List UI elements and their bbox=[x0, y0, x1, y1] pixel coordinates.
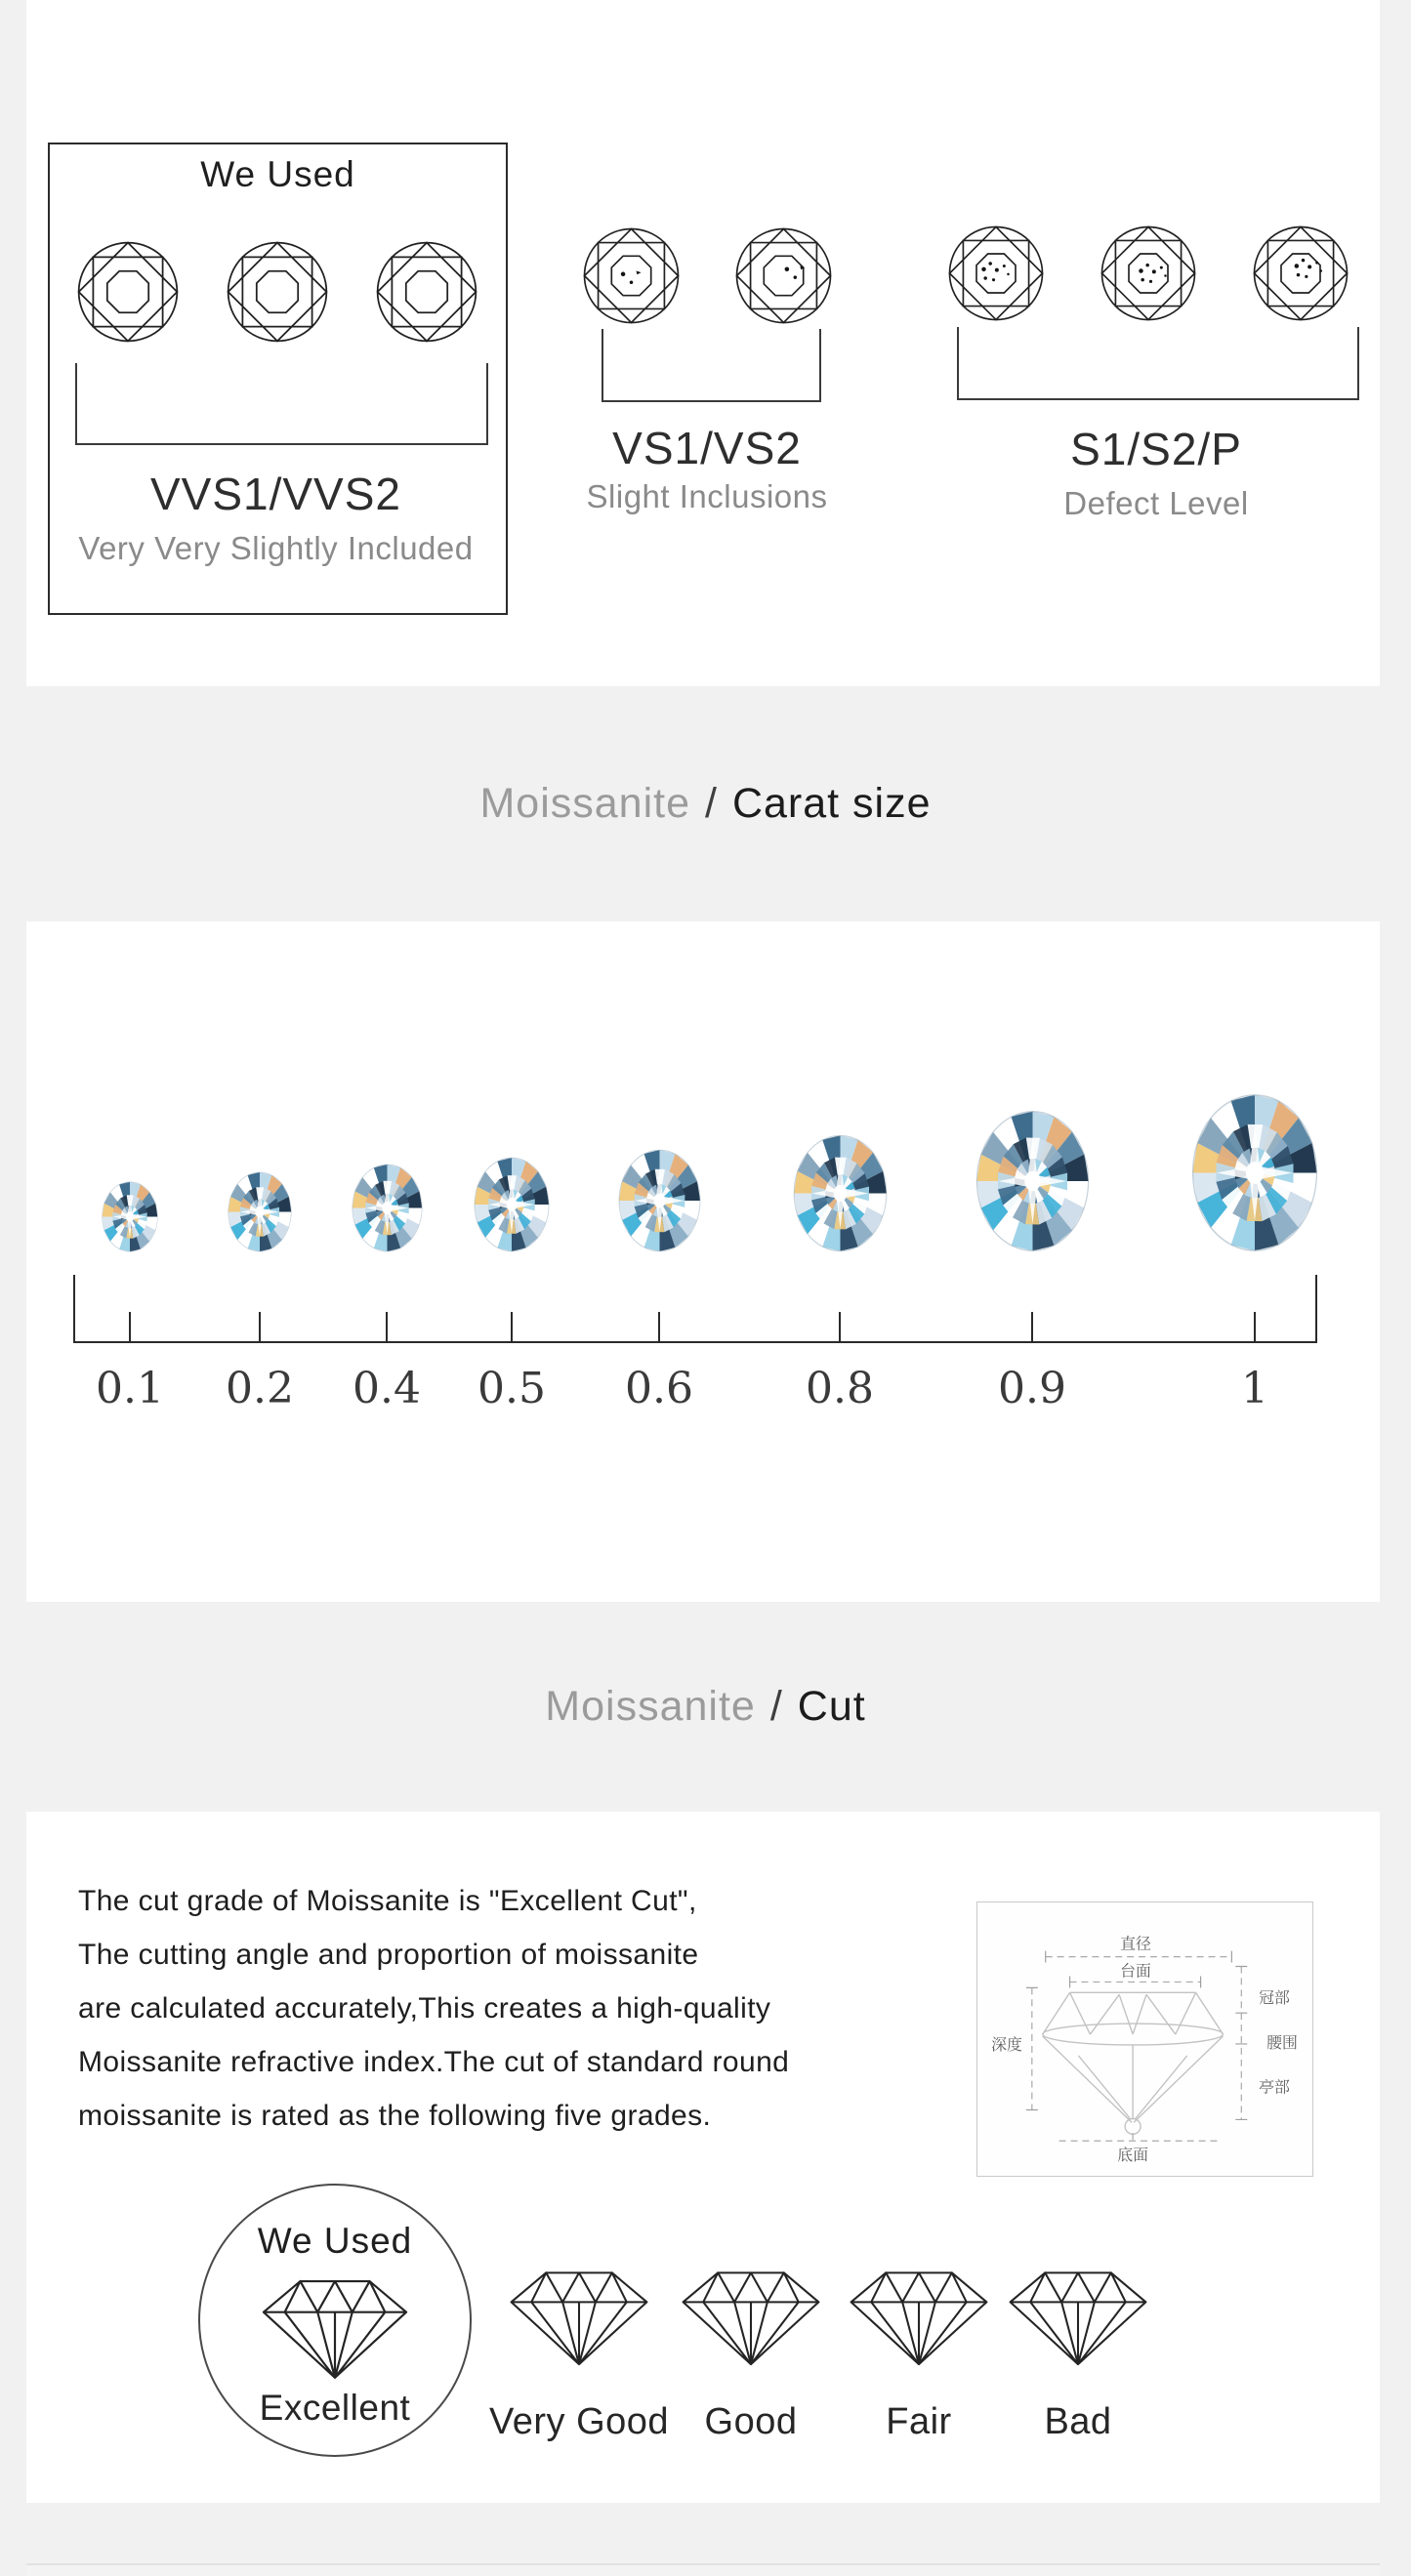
clarity-section bbox=[0, 0, 1411, 686]
label-crown: 冠部 bbox=[1259, 1990, 1290, 2008]
vvs-description: Very Very Slightly Included bbox=[78, 530, 474, 566]
heading-category: Moissanite bbox=[479, 780, 690, 827]
si-stone-row bbox=[947, 225, 1349, 322]
vvs-grade-label: VVS1/VVS2 bbox=[149, 469, 402, 519]
moissanite-stone-0.9 bbox=[975, 1110, 1090, 1252]
gem-top-defects-icon bbox=[947, 225, 1045, 322]
left-gutter bbox=[0, 0, 26, 2576]
we-used-cut-circle bbox=[198, 2184, 472, 2457]
vs-bracket bbox=[602, 329, 821, 402]
ruler-tick bbox=[658, 1312, 660, 1341]
gem-side-icon bbox=[506, 2262, 652, 2367]
cut-grade-label: Excellent bbox=[259, 2388, 411, 2428]
cut-grade-label: Very Good bbox=[488, 2401, 670, 2442]
diamond-profile-sketch bbox=[1043, 1992, 1224, 2134]
paragraph-line: Moissanite refractive index.The cut of standard round bbox=[78, 2046, 790, 2078]
cut-card bbox=[0, 1812, 1411, 2503]
ruler-tick bbox=[259, 1312, 261, 1341]
heading-topic: Cut bbox=[797, 1683, 866, 1730]
cut-grade-good bbox=[653, 2262, 849, 2443]
si-bracket bbox=[957, 327, 1359, 400]
carat-value-label: 0.9 bbox=[998, 1364, 1066, 1413]
cut-paragraph bbox=[78, 1874, 789, 2143]
carat-size-card bbox=[0, 921, 1411, 1602]
carat-value-label: 0.1 bbox=[96, 1364, 164, 1413]
si-description: Defect Level bbox=[1063, 485, 1249, 521]
ruler-tick bbox=[129, 1312, 131, 1341]
cut-section-heading bbox=[545, 1683, 865, 1731]
cut-grade-label: Bad bbox=[1044, 2401, 1112, 2442]
paragraph-line: The cutting angle and proportion of moissanite bbox=[78, 1939, 699, 1971]
carat-value-label: 0.4 bbox=[353, 1364, 421, 1413]
ruler-tick bbox=[1031, 1312, 1033, 1341]
moissanite-stone-0.6 bbox=[618, 1149, 701, 1252]
bottom-band bbox=[0, 2503, 1411, 2576]
si-grade-label: S1/S2/P bbox=[1070, 424, 1242, 474]
label-pavilion: 亭部 bbox=[1259, 2079, 1290, 2097]
ruler-tick bbox=[839, 1312, 841, 1341]
gem-top-defects-icon bbox=[1252, 225, 1349, 322]
gem-side-icon bbox=[258, 2269, 412, 2381]
heading-topic: Carat size bbox=[731, 780, 932, 827]
label-table: 台面 bbox=[1120, 1963, 1151, 1981]
moissanite-stone-0.8 bbox=[793, 1134, 888, 1252]
cut-proportion-diagram bbox=[976, 1901, 1313, 2177]
we-used-label: We Used bbox=[257, 2221, 413, 2261]
label-girdle: 腰围 bbox=[1266, 2034, 1298, 2052]
vvs-bracket bbox=[75, 363, 488, 445]
gem-top-icon bbox=[76, 240, 180, 344]
cut-grade-label: Fair bbox=[886, 2401, 952, 2442]
carat-value-label: 1 bbox=[1241, 1364, 1268, 1413]
carat-heading-band bbox=[0, 686, 1411, 921]
moissanite-stone-0.1 bbox=[102, 1181, 158, 1252]
ruler-tick bbox=[511, 1312, 513, 1341]
right-gutter bbox=[1380, 0, 1411, 2576]
heading-separator: / bbox=[769, 1683, 783, 1730]
moissanite-stone-0.2 bbox=[228, 1171, 292, 1252]
carat-value-label: 0.5 bbox=[477, 1364, 546, 1413]
ruler-baseline bbox=[74, 1341, 1317, 1343]
ruler-end-tick bbox=[73, 1275, 75, 1343]
carat-value-label: 0.2 bbox=[226, 1364, 294, 1413]
label-diameter: 直径 bbox=[1120, 1936, 1151, 1953]
cut-heading-band bbox=[0, 1602, 1411, 1812]
vs-grade-label: VS1/VS2 bbox=[612, 423, 802, 473]
gem-top-inclusions-icon bbox=[582, 226, 681, 325]
gem-side-icon bbox=[1005, 2262, 1151, 2367]
carat-section-heading bbox=[479, 780, 931, 828]
ruler-end-tick bbox=[1315, 1275, 1317, 1343]
paragraph-line: The cut grade of Moissanite is "Excellent Cut", bbox=[78, 1885, 697, 1917]
label-depth: 深度 bbox=[991, 2036, 1022, 2054]
paragraph-line: are calculated accurately,This creates a high-quality bbox=[78, 1992, 771, 2024]
carat-value-label: 0.6 bbox=[625, 1364, 693, 1413]
cut-grade-bad bbox=[980, 2262, 1176, 2443]
gem-top-icon bbox=[375, 240, 478, 344]
diagram-labels bbox=[991, 1936, 1298, 2164]
heading-category: Moissanite bbox=[545, 1683, 756, 1730]
gem-top-defects-icon bbox=[1100, 225, 1197, 322]
vs-stone-row bbox=[582, 226, 833, 325]
we-used-label: We Used bbox=[200, 154, 355, 194]
cut-grade-very-good bbox=[481, 2262, 677, 2443]
paragraph-line: moissanite is rated as the following five grades. bbox=[78, 2100, 712, 2132]
gem-side-icon bbox=[846, 2262, 992, 2367]
heading-separator: / bbox=[705, 780, 718, 827]
gem-side-icon bbox=[678, 2262, 824, 2367]
label-culet: 底面 bbox=[1117, 2147, 1148, 2165]
vvs-stone-row bbox=[76, 240, 478, 344]
ruler-tick bbox=[1254, 1312, 1256, 1341]
moissanite-stone-0.4 bbox=[352, 1164, 423, 1252]
vs-description: Slight Inclusions bbox=[586, 478, 828, 514]
moissanite-stone-0.5 bbox=[474, 1157, 550, 1252]
gem-top-icon bbox=[226, 240, 329, 344]
ruler-tick bbox=[386, 1312, 388, 1341]
moissanite-stone-1 bbox=[1191, 1093, 1318, 1252]
cut-grade-label: Good bbox=[704, 2401, 798, 2442]
gem-top-inclusions-icon bbox=[734, 226, 833, 325]
carat-value-label: 0.8 bbox=[806, 1364, 874, 1413]
bottom-area bbox=[0, 2565, 1411, 2576]
